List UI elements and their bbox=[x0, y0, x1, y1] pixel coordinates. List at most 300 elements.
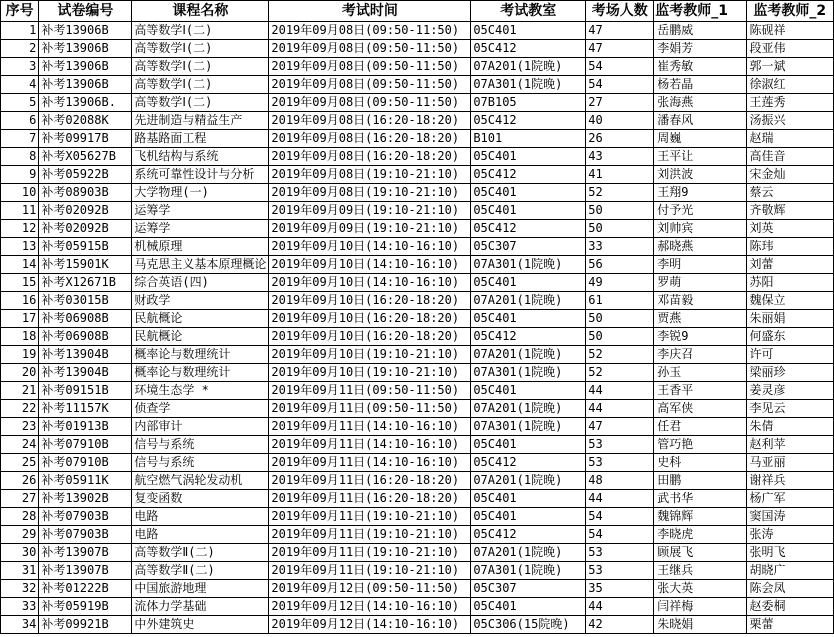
cell-room[interactable]: 05C401 bbox=[471, 598, 586, 616]
cell-count[interactable]: 44 bbox=[586, 598, 654, 616]
cell-invigilator-2[interactable]: 朱丽娟 bbox=[746, 310, 833, 328]
cell-no[interactable]: 27 bbox=[1, 490, 39, 508]
header-invigilator-2[interactable]: 监考教师_2 bbox=[746, 1, 833, 22]
cell-course[interactable]: 飞机结构与系统 bbox=[132, 148, 269, 166]
cell-time[interactable]: 2019年09月11日(19:10-21:10) bbox=[269, 544, 471, 562]
cell-no[interactable]: 34 bbox=[1, 616, 39, 634]
table-row bbox=[1, 166, 834, 184]
cell-no[interactable]: 8 bbox=[1, 148, 39, 166]
cell-time[interactable]: 2019年09月10日(19:10-21:10) bbox=[269, 364, 471, 382]
cell-code[interactable]: 补考02092B bbox=[39, 202, 132, 220]
header-time[interactable]: 考试时间 bbox=[269, 1, 471, 22]
cell-no[interactable]: 19 bbox=[1, 346, 39, 364]
cell-invigilator-1[interactable]: 顾展飞 bbox=[654, 544, 746, 562]
cell-invigilator-2[interactable]: 何盛东 bbox=[746, 328, 833, 346]
cell-invigilator-2[interactable]: 宋金灿 bbox=[746, 166, 833, 184]
cell-course[interactable]: 系统可靠性设计与分析 bbox=[132, 166, 269, 184]
cell-room[interactable]: 05C401 bbox=[471, 382, 586, 400]
cell-course[interactable]: 电路 bbox=[132, 526, 269, 544]
cell-invigilator-1[interactable]: 李娟芳 bbox=[654, 40, 746, 58]
cell-no[interactable]: 23 bbox=[1, 418, 39, 436]
cell-no[interactable]: 15 bbox=[1, 274, 39, 292]
cell-course[interactable]: 电路 bbox=[132, 508, 269, 526]
cell-time[interactable]: 2019年09月09日(19:10-21:10) bbox=[269, 202, 471, 220]
cell-no[interactable]: 18 bbox=[1, 328, 39, 346]
cell-invigilator-1[interactable]: 王继兵 bbox=[654, 562, 746, 580]
cell-time[interactable]: 2019年09月08日(19:10-21:10) bbox=[269, 166, 471, 184]
cell-invigilator-2[interactable]: 魏保立 bbox=[746, 292, 833, 310]
cell-course[interactable]: 信号与系统 bbox=[132, 454, 269, 472]
cell-room[interactable]: 05C401 bbox=[471, 436, 586, 454]
cell-time[interactable]: 2019年09月08日(09:50-11:50) bbox=[269, 40, 471, 58]
cell-time[interactable]: 2019年09月11日(19:10-21:10) bbox=[269, 508, 471, 526]
cell-time[interactable]: 2019年09月10日(16:20-18:20) bbox=[269, 310, 471, 328]
cell-no[interactable]: 7 bbox=[1, 130, 39, 148]
cell-code[interactable]: 补考02092B bbox=[39, 220, 132, 238]
cell-course[interactable]: 高等数学Ⅰ(二) bbox=[132, 40, 269, 58]
cell-count[interactable]: 54 bbox=[586, 58, 654, 76]
cell-invigilator-1[interactable]: 朱晓娟 bbox=[654, 616, 746, 634]
cell-no[interactable]: 20 bbox=[1, 364, 39, 382]
cell-no[interactable]: 33 bbox=[1, 598, 39, 616]
cell-invigilator-2[interactable]: 汤振兴 bbox=[746, 112, 833, 130]
cell-no[interactable]: 17 bbox=[1, 310, 39, 328]
cell-invigilator-2[interactable]: 梁丽珍 bbox=[746, 364, 833, 382]
cell-invigilator-1[interactable]: 周巍 bbox=[654, 130, 746, 148]
cell-code[interactable]: 补考06908B bbox=[39, 310, 132, 328]
cell-course[interactable]: 中国旅游地理 bbox=[132, 580, 269, 598]
cell-count[interactable]: 50 bbox=[586, 328, 654, 346]
cell-invigilator-2[interactable]: 徐淑红 bbox=[746, 76, 833, 94]
cell-invigilator-1[interactable]: 王翔9 bbox=[654, 184, 746, 202]
header-invigilator-1[interactable]: 监考教师_1 bbox=[654, 1, 746, 22]
cell-count[interactable]: 52 bbox=[586, 184, 654, 202]
cell-no[interactable]: 13 bbox=[1, 238, 39, 256]
cell-course[interactable]: 高等数学Ⅰ(二) bbox=[132, 94, 269, 112]
cell-course[interactable]: 高等数学Ⅰ(二) bbox=[132, 58, 269, 76]
cell-count[interactable]: 43 bbox=[586, 148, 654, 166]
cell-room[interactable]: 05C401 bbox=[471, 490, 586, 508]
cell-no[interactable]: 21 bbox=[1, 382, 39, 400]
table-row bbox=[1, 454, 834, 472]
cell-invigilator-1[interactable]: 史科 bbox=[654, 454, 746, 472]
cell-time[interactable]: 2019年09月11日(16:20-18:20) bbox=[269, 472, 471, 490]
cell-no[interactable]: 24 bbox=[1, 436, 39, 454]
cell-count[interactable]: 54 bbox=[586, 526, 654, 544]
cell-invigilator-2[interactable]: 陈玮 bbox=[746, 238, 833, 256]
cell-course[interactable]: 概率论与数理统计 bbox=[132, 346, 269, 364]
header-code[interactable]: 试卷编号 bbox=[39, 1, 132, 22]
cell-invigilator-1[interactable]: 管巧艳 bbox=[654, 436, 746, 454]
cell-no[interactable]: 22 bbox=[1, 400, 39, 418]
header-room[interactable]: 考试教室 bbox=[471, 1, 586, 22]
cell-code[interactable]: 补考11157K bbox=[39, 400, 132, 418]
cell-course[interactable]: 侦查学 bbox=[132, 400, 269, 418]
cell-room[interactable]: 05C307 bbox=[471, 238, 586, 256]
cell-course[interactable]: 流体力学基础 bbox=[132, 598, 269, 616]
cell-invigilator-2[interactable]: 齐敬辉 bbox=[746, 202, 833, 220]
cell-course[interactable]: 高等数学Ⅰ(二) bbox=[132, 22, 269, 40]
cell-invigilator-1[interactable]: 任君 bbox=[654, 418, 746, 436]
cell-invigilator-1[interactable]: 潘春风 bbox=[654, 112, 746, 130]
cell-no[interactable]: 31 bbox=[1, 562, 39, 580]
cell-invigilator-1[interactable]: 岳鹏威 bbox=[654, 22, 746, 40]
table-row bbox=[1, 148, 834, 166]
cell-time[interactable]: 2019年09月10日(16:20-18:20) bbox=[269, 292, 471, 310]
cell-invigilator-2[interactable]: 赵利苹 bbox=[746, 436, 833, 454]
cell-no[interactable]: 30 bbox=[1, 544, 39, 562]
cell-course[interactable]: 大学物理(一) bbox=[132, 184, 269, 202]
cell-invigilator-2[interactable]: 朱倩 bbox=[746, 418, 833, 436]
cell-code[interactable]: 补考02088K bbox=[39, 112, 132, 130]
cell-invigilator-2[interactable]: 赵委桐 bbox=[746, 598, 833, 616]
cell-invigilator-1[interactable]: 孙玉 bbox=[654, 364, 746, 382]
cell-code[interactable]: 补考05919B bbox=[39, 598, 132, 616]
cell-time[interactable]: 2019年09月08日(16:20-18:20) bbox=[269, 112, 471, 130]
cell-invigilator-2[interactable]: 陈砚祥 bbox=[746, 22, 833, 40]
cell-count[interactable]: 47 bbox=[586, 22, 654, 40]
table-row bbox=[1, 328, 834, 346]
table-row bbox=[1, 364, 834, 382]
cell-course[interactable]: 综合英语(四) bbox=[132, 274, 269, 292]
cell-invigilator-1[interactable]: 王平让 bbox=[654, 148, 746, 166]
cell-code[interactable]: 补考13906B bbox=[39, 40, 132, 58]
cell-count[interactable]: 44 bbox=[586, 490, 654, 508]
cell-course[interactable]: 马克思主义基本原理概论 bbox=[132, 256, 269, 274]
cell-room[interactable]: 05C412 bbox=[471, 166, 586, 184]
cell-code[interactable]: 补考01222B bbox=[39, 580, 132, 598]
cell-invigilator-1[interactable]: 李锐9 bbox=[654, 328, 746, 346]
cell-code[interactable]: 补考03015B bbox=[39, 292, 132, 310]
cell-room[interactable]: 07A201(1院晚) bbox=[471, 346, 586, 364]
cell-code[interactable]: 补考13907B bbox=[39, 562, 132, 580]
cell-no[interactable]: 14 bbox=[1, 256, 39, 274]
table-row bbox=[1, 562, 834, 580]
cell-course[interactable]: 财政学 bbox=[132, 292, 269, 310]
cell-invigilator-1[interactable]: 李晓虎 bbox=[654, 526, 746, 544]
cell-no[interactable]: 28 bbox=[1, 508, 39, 526]
cell-count[interactable]: 61 bbox=[586, 292, 654, 310]
cell-no[interactable]: 3 bbox=[1, 58, 39, 76]
cell-invigilator-1[interactable]: 张大英 bbox=[654, 580, 746, 598]
header-no[interactable]: 序号 bbox=[1, 1, 39, 22]
cell-invigilator-2[interactable]: 郭一斌 bbox=[746, 58, 833, 76]
cell-invigilator-1[interactable]: 罗萌 bbox=[654, 274, 746, 292]
cell-invigilator-1[interactable]: 高军侠 bbox=[654, 400, 746, 418]
cell-time[interactable]: 2019年09月08日(09:50-11:50) bbox=[269, 58, 471, 76]
cell-code[interactable]: 补考09921B bbox=[39, 616, 132, 634]
cell-no[interactable]: 10 bbox=[1, 184, 39, 202]
cell-code[interactable]: 补考07903B bbox=[39, 508, 132, 526]
cell-invigilator-2[interactable]: 段亚伟 bbox=[746, 40, 833, 58]
cell-room[interactable]: 07A201(1院晚) bbox=[471, 544, 586, 562]
cell-invigilator-2[interactable]: 谢祥兵 bbox=[746, 472, 833, 490]
cell-code[interactable]: 补考09917B bbox=[39, 130, 132, 148]
table-row bbox=[1, 436, 834, 454]
cell-time[interactable]: 2019年09月10日(19:10-21:10) bbox=[269, 346, 471, 364]
cell-code[interactable]: 补考15901K bbox=[39, 256, 132, 274]
cell-invigilator-1[interactable]: 刘洪波 bbox=[654, 166, 746, 184]
cell-time[interactable]: 2019年09月10日(14:10-16:10) bbox=[269, 256, 471, 274]
cell-count[interactable]: 50 bbox=[586, 202, 654, 220]
cell-course[interactable]: 概率论与数理统计 bbox=[132, 364, 269, 382]
cell-time[interactable]: 2019年09月10日(14:10-16:10) bbox=[269, 238, 471, 256]
cell-count[interactable]: 56 bbox=[586, 256, 654, 274]
cell-time[interactable]: 2019年09月10日(16:20-18:20) bbox=[269, 328, 471, 346]
cell-count[interactable]: 53 bbox=[586, 436, 654, 454]
cell-time[interactable]: 2019年09月12日(14:10-16:10) bbox=[269, 598, 471, 616]
cell-course[interactable]: 高等数学Ⅱ(二) bbox=[132, 544, 269, 562]
cell-invigilator-2[interactable]: 张明飞 bbox=[746, 544, 833, 562]
cell-count[interactable]: 49 bbox=[586, 274, 654, 292]
cell-no[interactable]: 29 bbox=[1, 526, 39, 544]
table-row bbox=[1, 112, 834, 130]
cell-room[interactable]: 05C412 bbox=[471, 526, 586, 544]
cell-room[interactable]: 07B105 bbox=[471, 94, 586, 112]
cell-room[interactable]: 05C412 bbox=[471, 454, 586, 472]
cell-room[interactable]: 05C306(15院晚) bbox=[471, 616, 586, 634]
cell-invigilator-1[interactable]: 闫祥梅 bbox=[654, 598, 746, 616]
cell-time[interactable]: 2019年09月11日(14:10-16:10) bbox=[269, 418, 471, 436]
cell-code[interactable]: 补考06908B bbox=[39, 328, 132, 346]
cell-time[interactable]: 2019年09月11日(16:20-18:20) bbox=[269, 490, 471, 508]
cell-course[interactable]: 高等数学Ⅰ(二) bbox=[132, 76, 269, 94]
cell-invigilator-1[interactable]: 崔秀敏 bbox=[654, 58, 746, 76]
cell-invigilator-1[interactable]: 魏锦辉 bbox=[654, 508, 746, 526]
cell-count[interactable]: 42 bbox=[586, 616, 654, 634]
cell-code[interactable]: 补考07903B bbox=[39, 526, 132, 544]
cell-room[interactable]: 05C412 bbox=[471, 328, 586, 346]
cell-count[interactable]: 44 bbox=[586, 400, 654, 418]
table-row bbox=[1, 292, 834, 310]
cell-course[interactable]: 复变函数 bbox=[132, 490, 269, 508]
cell-room[interactable]: 05C401 bbox=[471, 202, 586, 220]
cell-time[interactable]: 2019年09月11日(14:10-16:10) bbox=[269, 454, 471, 472]
cell-time[interactable]: 2019年09月11日(14:10-16:10) bbox=[269, 436, 471, 454]
cell-invigilator-2[interactable]: 高佳音 bbox=[746, 148, 833, 166]
cell-course[interactable]: 环境生态学 * bbox=[132, 382, 269, 400]
cell-code[interactable]: 补考X05627B bbox=[39, 148, 132, 166]
cell-room[interactable]: 05C412 bbox=[471, 220, 586, 238]
cell-code[interactable]: 补考X12671B bbox=[39, 274, 132, 292]
cell-count[interactable]: 53 bbox=[586, 454, 654, 472]
cell-course[interactable]: 高等数学Ⅱ(二) bbox=[132, 562, 269, 580]
cell-code[interactable]: 补考05922B bbox=[39, 166, 132, 184]
cell-invigilator-1[interactable]: 付予光 bbox=[654, 202, 746, 220]
cell-code[interactable]: 补考13906B bbox=[39, 22, 132, 40]
cell-time[interactable]: 2019年09月08日(16:20-18:20) bbox=[269, 130, 471, 148]
cell-invigilator-2[interactable]: 蔡云 bbox=[746, 184, 833, 202]
cell-course[interactable]: 运筹学 bbox=[132, 220, 269, 238]
cell-course[interactable]: 运筹学 bbox=[132, 202, 269, 220]
cell-code[interactable]: 补考05915B bbox=[39, 238, 132, 256]
cell-invigilator-2[interactable]: 苏阳 bbox=[746, 274, 833, 292]
table-row bbox=[1, 544, 834, 562]
cell-code[interactable]: 补考13906B. bbox=[39, 94, 132, 112]
cell-no[interactable]: 9 bbox=[1, 166, 39, 184]
cell-invigilator-2[interactable]: 李见云 bbox=[746, 400, 833, 418]
cell-course[interactable]: 内部审计 bbox=[132, 418, 269, 436]
cell-invigilator-2[interactable]: 马亚丽 bbox=[746, 454, 833, 472]
cell-time[interactable]: 2019年09月08日(09:50-11:50) bbox=[269, 76, 471, 94]
cell-no[interactable]: 2 bbox=[1, 40, 39, 58]
cell-invigilator-2[interactable]: 刘蕾 bbox=[746, 256, 833, 274]
cell-course[interactable]: 航空燃气涡轮发动机 bbox=[132, 472, 269, 490]
cell-room[interactable]: 07A301(1院晚) bbox=[471, 76, 586, 94]
cell-course[interactable]: 中外建筑史 bbox=[132, 616, 269, 634]
cell-invigilator-1[interactable]: 王香平 bbox=[654, 382, 746, 400]
header-course[interactable]: 课程名称 bbox=[132, 1, 269, 22]
table-row bbox=[1, 202, 834, 220]
cell-code[interactable]: 补考09151B bbox=[39, 382, 132, 400]
cell-no[interactable]: 32 bbox=[1, 580, 39, 598]
cell-time[interactable]: 2019年09月08日(09:50-11:50) bbox=[269, 22, 471, 40]
cell-code[interactable]: 补考08903B bbox=[39, 184, 132, 202]
cell-room[interactable]: B101 bbox=[471, 130, 586, 148]
cell-room[interactable]: 05C401 bbox=[471, 310, 586, 328]
cell-no[interactable]: 16 bbox=[1, 292, 39, 310]
cell-invigilator-1[interactable]: 刘帅宾 bbox=[654, 220, 746, 238]
cell-course[interactable]: 民航概论 bbox=[132, 310, 269, 328]
cell-invigilator-2[interactable]: 杨广军 bbox=[746, 490, 833, 508]
table-row bbox=[1, 40, 834, 58]
cell-no[interactable]: 4 bbox=[1, 76, 39, 94]
cell-count[interactable]: 54 bbox=[586, 76, 654, 94]
cell-invigilator-1[interactable]: 武书华 bbox=[654, 490, 746, 508]
cell-room[interactable]: 07A201(1院晚) bbox=[471, 400, 586, 418]
cell-no[interactable]: 26 bbox=[1, 472, 39, 490]
cell-invigilator-2[interactable]: 赵瑞 bbox=[746, 130, 833, 148]
cell-code[interactable]: 补考07910B bbox=[39, 436, 132, 454]
cell-code[interactable]: 补考01913B bbox=[39, 418, 132, 436]
cell-no[interactable]: 5 bbox=[1, 94, 39, 112]
cell-room[interactable]: 05C307 bbox=[471, 580, 586, 598]
table-row bbox=[1, 58, 834, 76]
cell-code[interactable]: 补考13906B bbox=[39, 76, 132, 94]
cell-code[interactable]: 补考13902B bbox=[39, 490, 132, 508]
cell-count[interactable]: 50 bbox=[586, 220, 654, 238]
cell-invigilator-1[interactable]: 邓苗毅 bbox=[654, 292, 746, 310]
cell-no[interactable]: 25 bbox=[1, 454, 39, 472]
cell-code[interactable]: 补考13904B bbox=[39, 364, 132, 382]
cell-count[interactable]: 26 bbox=[586, 130, 654, 148]
cell-count[interactable]: 47 bbox=[586, 418, 654, 436]
cell-no[interactable]: 11 bbox=[1, 202, 39, 220]
cell-room[interactable]: 05C401 bbox=[471, 274, 586, 292]
table-row bbox=[1, 490, 834, 508]
cell-room[interactable]: 05C401 bbox=[471, 184, 586, 202]
cell-no[interactable]: 1 bbox=[1, 22, 39, 40]
cell-course[interactable]: 先进制造与精益生产 bbox=[132, 112, 269, 130]
cell-invigilator-2[interactable]: 王莲秀 bbox=[746, 94, 833, 112]
cell-room[interactable]: 07A201(1院晚) bbox=[471, 292, 586, 310]
cell-room[interactable]: 05C401 bbox=[471, 508, 586, 526]
cell-time[interactable]: 2019年09月12日(09:50-11:50) bbox=[269, 580, 471, 598]
cell-code[interactable]: 补考05911K bbox=[39, 472, 132, 490]
cell-invigilator-1[interactable]: 杨若晶 bbox=[654, 76, 746, 94]
cell-count[interactable]: 48 bbox=[586, 472, 654, 490]
cell-time[interactable]: 2019年09月10日(14:10-16:10) bbox=[269, 274, 471, 292]
cell-time[interactable]: 2019年09月12日(14:10-16:10) bbox=[269, 616, 471, 634]
cell-count[interactable]: 52 bbox=[586, 346, 654, 364]
cell-invigilator-2[interactable]: 窦国涛 bbox=[746, 508, 833, 526]
cell-room[interactable]: 05C401 bbox=[471, 22, 586, 40]
cell-time[interactable]: 2019年09月09日(19:10-21:10) bbox=[269, 220, 471, 238]
cell-count[interactable]: 40 bbox=[586, 112, 654, 130]
table-row bbox=[1, 346, 834, 364]
cell-count[interactable]: 44 bbox=[586, 382, 654, 400]
cell-count[interactable]: 41 bbox=[586, 166, 654, 184]
cell-invigilator-1[interactable]: 贾燕 bbox=[654, 310, 746, 328]
cell-room[interactable]: 07A201(1院晚) bbox=[471, 472, 586, 490]
cell-course[interactable]: 信号与系统 bbox=[132, 436, 269, 454]
cell-room[interactable]: 07A301(1院晚) bbox=[471, 364, 586, 382]
cell-count[interactable]: 53 bbox=[586, 544, 654, 562]
cell-course[interactable]: 机械原理 bbox=[132, 238, 269, 256]
cell-time[interactable]: 2019年09月11日(09:50-11:50) bbox=[269, 400, 471, 418]
cell-count[interactable]: 27 bbox=[586, 94, 654, 112]
cell-room[interactable]: 07A301(1院晚) bbox=[471, 418, 586, 436]
cell-count[interactable]: 52 bbox=[586, 364, 654, 382]
cell-invigilator-1[interactable]: 李明 bbox=[654, 256, 746, 274]
cell-no[interactable]: 6 bbox=[1, 112, 39, 130]
cell-invigilator-1[interactable]: 郝晓燕 bbox=[654, 238, 746, 256]
cell-code[interactable]: 补考07910B bbox=[39, 454, 132, 472]
cell-count[interactable]: 47 bbox=[586, 40, 654, 58]
cell-time[interactable]: 2019年09月08日(19:10-21:10) bbox=[269, 184, 471, 202]
cell-invigilator-2[interactable]: 姜灵彦 bbox=[746, 382, 833, 400]
cell-invigilator-2[interactable]: 胡晓广 bbox=[746, 562, 833, 580]
cell-count[interactable]: 35 bbox=[586, 580, 654, 598]
cell-room[interactable]: 07A301(1院晚) bbox=[471, 256, 586, 274]
cell-room[interactable]: 05C412 bbox=[471, 112, 586, 130]
cell-room[interactable]: 05C401 bbox=[471, 148, 586, 166]
cell-code[interactable]: 补考13907B bbox=[39, 544, 132, 562]
cell-count[interactable]: 54 bbox=[586, 508, 654, 526]
cell-code[interactable]: 补考13904B bbox=[39, 346, 132, 364]
cell-invigilator-1[interactable]: 田鹏 bbox=[654, 472, 746, 490]
cell-count[interactable]: 33 bbox=[586, 238, 654, 256]
cell-time[interactable]: 2019年09月11日(19:10-21:10) bbox=[269, 562, 471, 580]
cell-room[interactable]: 07A201(1院晚) bbox=[471, 58, 586, 76]
cell-invigilator-1[interactable]: 李庆召 bbox=[654, 346, 746, 364]
cell-no[interactable]: 12 bbox=[1, 220, 39, 238]
cell-invigilator-2[interactable]: 许可 bbox=[746, 346, 833, 364]
cell-time[interactable]: 2019年09月11日(19:10-21:10) bbox=[269, 526, 471, 544]
table-row bbox=[1, 184, 834, 202]
cell-course[interactable]: 路基路面工程 bbox=[132, 130, 269, 148]
cell-time[interactable]: 2019年09月11日(09:50-11:50) bbox=[269, 382, 471, 400]
cell-invigilator-1[interactable]: 张海燕 bbox=[654, 94, 746, 112]
cell-invigilator-2[interactable]: 栗蕾 bbox=[746, 616, 833, 634]
cell-time[interactable]: 2019年09月08日(09:50-11:50) bbox=[269, 94, 471, 112]
cell-invigilator-2[interactable]: 陈会凤 bbox=[746, 580, 833, 598]
cell-room[interactable]: 05C412 bbox=[471, 40, 586, 58]
cell-course[interactable]: 民航概论 bbox=[132, 328, 269, 346]
cell-count[interactable]: 50 bbox=[586, 310, 654, 328]
cell-invigilator-2[interactable]: 张涛 bbox=[746, 526, 833, 544]
cell-code[interactable]: 补考13906B bbox=[39, 58, 132, 76]
cell-invigilator-2[interactable]: 刘英 bbox=[746, 220, 833, 238]
table-row bbox=[1, 76, 834, 94]
table-row bbox=[1, 94, 834, 112]
table-row bbox=[1, 616, 834, 634]
cell-count[interactable]: 53 bbox=[586, 562, 654, 580]
table-body bbox=[1, 22, 834, 634]
header-count[interactable]: 考场人数 bbox=[586, 1, 654, 22]
cell-room[interactable]: 07A301(1院晚) bbox=[471, 562, 586, 580]
cell-time[interactable]: 2019年09月08日(16:20-18:20) bbox=[269, 148, 471, 166]
